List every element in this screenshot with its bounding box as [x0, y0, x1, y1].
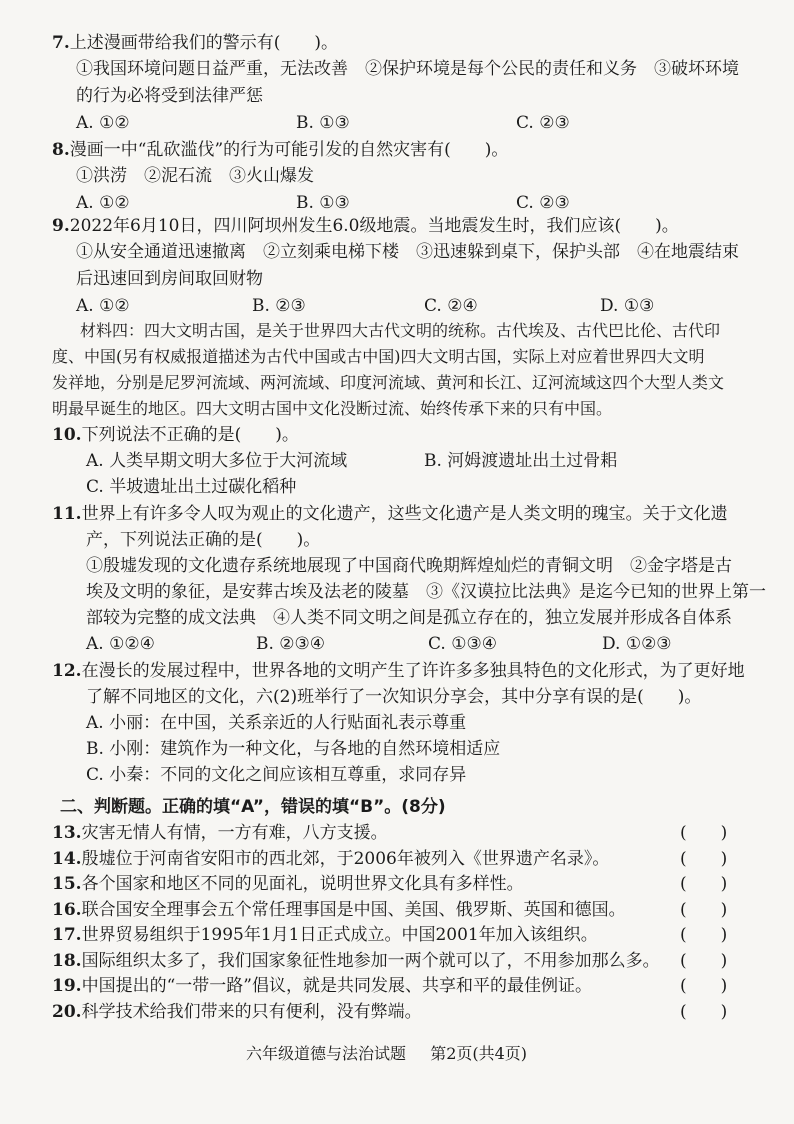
- question-number: 19.: [52, 976, 82, 996]
- answer-blank[interactable]: ( ): [680, 874, 728, 894]
- section-heading: 二、判断题。正确的填“A”，错误的填“B”。(8分): [60, 797, 446, 817]
- footer-page-number: 第2页(共4页): [430, 1044, 528, 1063]
- question-statements: ①洪涝 ②泥石流 ③火山爆发: [76, 166, 314, 186]
- question-number: 13.: [52, 823, 82, 843]
- page-footer: [246, 1044, 527, 1064]
- question-number: 18.: [52, 950, 82, 971]
- question-stem: 漫画一中“乱砍滥伐”的行为可能引发的自然灾害有( )。: [69, 140, 509, 160]
- question-statements: 埃及文明的象征，是安葬古埃及法老的陵墓 ③《汉谟拉比法典》是迄今已知的世界上第一: [86, 582, 766, 602]
- judge-statement: 联合国安全理事会五个常任理事国是中国、美国、俄罗斯、英国和德国。: [81, 899, 626, 920]
- judge-item: [52, 1001, 752, 1023]
- question-number: 14.: [52, 848, 82, 869]
- question-stem: 下列说法不正确的是( )。: [81, 425, 299, 445]
- footer-subject: 六年级道德与法治试题: [246, 1044, 407, 1063]
- question-statements: 部较为完整的成文法典 ④人类不同文明之间是孤立存在的，独立发展并形成各自体系: [86, 608, 732, 628]
- question-stem: 在漫长的发展过程中，世界各地的文明产生了许许多多独具特色的文化形式，为了更好地: [81, 661, 745, 681]
- question-number: 7.: [52, 33, 70, 53]
- question-9: [52, 215, 772, 325]
- material-line: 材料四：四大文明古国，是关于世界四大古代文明的统称。古代埃及、古代巴比伦、古代印: [80, 321, 721, 340]
- answer-blank[interactable]: ( ): [680, 925, 728, 945]
- option-b: B. ①③: [296, 113, 350, 133]
- question-number: 12.: [52, 661, 82, 681]
- question-stem: 上述漫画带给我们的警示有( )。: [69, 33, 339, 53]
- option-b: B. ②③: [252, 296, 306, 316]
- option-c: C. 半坡遗址出土过碳化稻种: [86, 477, 297, 497]
- question-8: [52, 139, 752, 219]
- judge-item: [52, 848, 752, 870]
- question-number: 20.: [52, 1001, 82, 1022]
- question-10: [52, 424, 752, 504]
- question-stem: 2022年6月10日，四川阿坝州发生6.0级地震。当地震发生时，我们应该( )。: [69, 216, 679, 236]
- option-c: C. ①③④: [428, 634, 497, 654]
- option-c: C. 小秦：不同的文化之间应该相互尊重，求同存异: [86, 765, 467, 785]
- judge-statement: 灾害无情人有情，一方有难，八方支援。: [81, 823, 388, 843]
- question-number: 17.: [52, 925, 82, 945]
- question-statements: ①我国环境问题日益严重，无法改善 ②保护环境是每个公民的责任和义务 ③破坏环境: [76, 59, 739, 79]
- judge-item: [52, 924, 752, 946]
- answer-blank[interactable]: ( ): [680, 976, 728, 996]
- option-a: A. 人类早期文明大多位于大河流域: [86, 451, 348, 471]
- answer-blank[interactable]: ( ): [680, 848, 728, 869]
- question-11: [52, 503, 772, 663]
- judge-statement: 殷墟位于河南省安阳市的西北郊，于2006年被列入《世界遗产名录》。: [81, 848, 610, 869]
- option-a: A. 小丽：在中国，关系亲近的人行贴面礼表示尊重: [86, 713, 467, 733]
- question-statements-cont: 后迅速回到房间取回财物: [76, 269, 263, 289]
- answer-blank[interactable]: ( ): [680, 950, 728, 971]
- option-c: C. ②③: [516, 113, 570, 133]
- question-stem: 世界上有许多令人叹为观止的文化遗产，这些文化遗产是人类文明的瑰宝。关于文化遗: [81, 504, 728, 524]
- option-a: A. ①②: [76, 296, 130, 316]
- option-a: A. ①②④: [86, 634, 155, 654]
- judge-item: [52, 873, 752, 895]
- question-statements: ①殷墟发现的文化遗存系统地展现了中国商代晚期辉煌灿烂的青铜文明 ②金字塔是古: [86, 556, 732, 576]
- question-number: 11.: [52, 504, 82, 524]
- question-number: 8.: [52, 140, 70, 160]
- option-a: A. ①②: [76, 193, 130, 213]
- answer-blank[interactable]: ( ): [680, 823, 728, 843]
- answer-blank[interactable]: ( ): [680, 1001, 728, 1022]
- material-four: [52, 320, 772, 424]
- option-a: A. ①②: [76, 113, 130, 133]
- judge-statement: 各个国家和地区不同的见面礼，说明世界文化具有多样性。: [81, 874, 524, 894]
- question-12: [52, 660, 772, 790]
- material-line: 度、中国(另有权威报道描述为古代中国或古中国)四大文明古国，实际上对应着世界四大文明: [52, 347, 705, 366]
- material-line: 明最早诞生的地区。四大文明古国中文化没断过流、始终传承下来的只有中国。: [52, 399, 613, 418]
- judge-item: [52, 950, 752, 972]
- question-statements-cont: 的行为必将受到法律严惩: [76, 86, 263, 106]
- question-number: 15.: [52, 874, 82, 894]
- question-stem-cont: 了解不同地区的文化，六(2)班举行了一次知识分享会，其中分享有误的是( )。: [86, 687, 702, 707]
- question-statements: ①从安全通道迅速撤离 ②立刻乘电梯下楼 ③迅速躲到桌下，保护头部 ④在地震结束: [76, 242, 739, 262]
- judge-item: [52, 822, 752, 844]
- judge-statement: 国际组织太多了，我们国家象征性地参加一两个就可以了，不用参加那么多。: [81, 950, 660, 971]
- question-7: [52, 32, 752, 142]
- judge-list: [52, 822, 752, 1032]
- option-b: B. ②③④: [256, 634, 326, 654]
- judge-statement: 中国提出的“一带一路”倡议，就是共同发展、共享和平的最佳例证。: [81, 976, 592, 996]
- option-c: C. ②③: [516, 193, 570, 213]
- option-d: D. ①②③: [602, 634, 672, 654]
- question-number: 10.: [52, 425, 82, 445]
- judge-item: [52, 899, 752, 921]
- option-b: B. 河姆渡遗址出土过骨耜: [424, 451, 618, 471]
- judge-item: [52, 975, 752, 997]
- option-b: B. 小刚：建筑作为一种文化，与各地的自然环境相适应: [86, 739, 501, 759]
- option-c: C. ②④: [424, 296, 478, 316]
- question-number: 16.: [52, 899, 82, 920]
- question-stem-cont: 产，下列说法正确的是( )。: [86, 530, 321, 550]
- answer-blank[interactable]: ( ): [680, 899, 728, 920]
- judge-statement: 科学技术给我们带来的只有便利，没有弊端。: [81, 1001, 422, 1022]
- question-number: 9.: [52, 216, 70, 236]
- option-d: D. ①③: [600, 296, 655, 316]
- material-line: 发祥地，分别是尼罗河流域、两河流域、印度河流域、黄河和长江、辽河流域这四个大型人类文: [52, 373, 725, 392]
- option-b: B. ①③: [296, 193, 350, 213]
- judge-statement: 世界贸易组织于1995年1月1日正式成立。中国2001年加入该组织。: [81, 925, 598, 945]
